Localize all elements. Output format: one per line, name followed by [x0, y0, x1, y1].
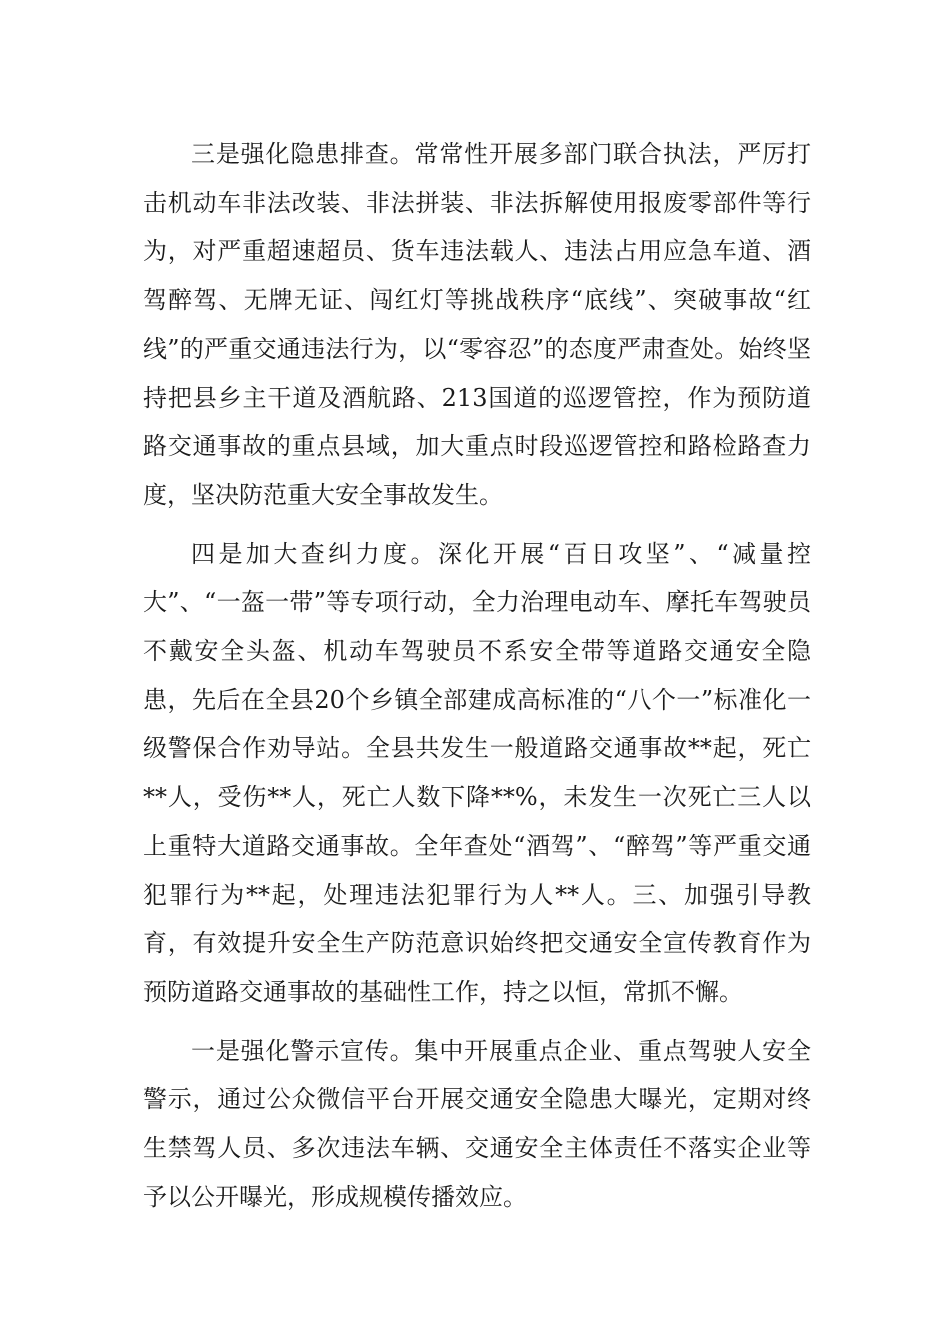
paragraph-hazard-inspection: 三是强化隐患排查。常常性开展多部门联合执法，严厉打击机动车非法改装、非法拼装、非法拆解使用报废零部件等行为，对严重超速超员、货车违法载人、违法占用应急车道、酒驾醉驾、无牌无证、闯红灯等挑战秩序“底线”、突破事故“红线”的严重交通违法行为，以“零容忍”的态度严肃查处。始终坚持把县乡主干道及酒航路、213国道的巡逻管控，作为预防道路交通事故的重点县域，加大重点时段巡逻管控和路检路查力度，坚决防范重大安全事故发生。 [143, 140, 811, 509]
paragraph-warning-publicity: 一是强化警示宣传。集中开展重点企业、重点驾驶人安全警示，通过公众微信平台开展交通安全隐患大曝光，定期对终生禁驾人员、多次违法车辆、交通安全主体责任不落实企业等予以公开曝光，形成规模传播效应。 [143, 1036, 811, 1211]
paragraph-enforcement: 四是加大查纠力度。深化开展“百日攻坚”、“减量控大”、“一盔一带”等专项行动，全力治理电动车、摩托车驾驶员不戴安全头盔、机动车驾驶员不系安全带等道路交通安全隐患，先后在全县20个乡镇全部建成高标准的“八个一”标准化一级警保合作劝导站。全县共发生一般道路交通事故**起，死亡**人，受伤**人，死亡人数下降**%，未发生一次死亡三人以上重特大道路交通事故。全年查处“酒驾”、“醉驾”等严重交通犯罪行为**起，处理违法犯罪行为人**人。三、加强引导教育，有效提升安全生产防范意识始终把交通安全宣传教育作为预防道路交通事故的基础性工作，持之以恒，常抓不懈。 [143, 539, 811, 1006]
document-body [143, 130, 811, 1231]
